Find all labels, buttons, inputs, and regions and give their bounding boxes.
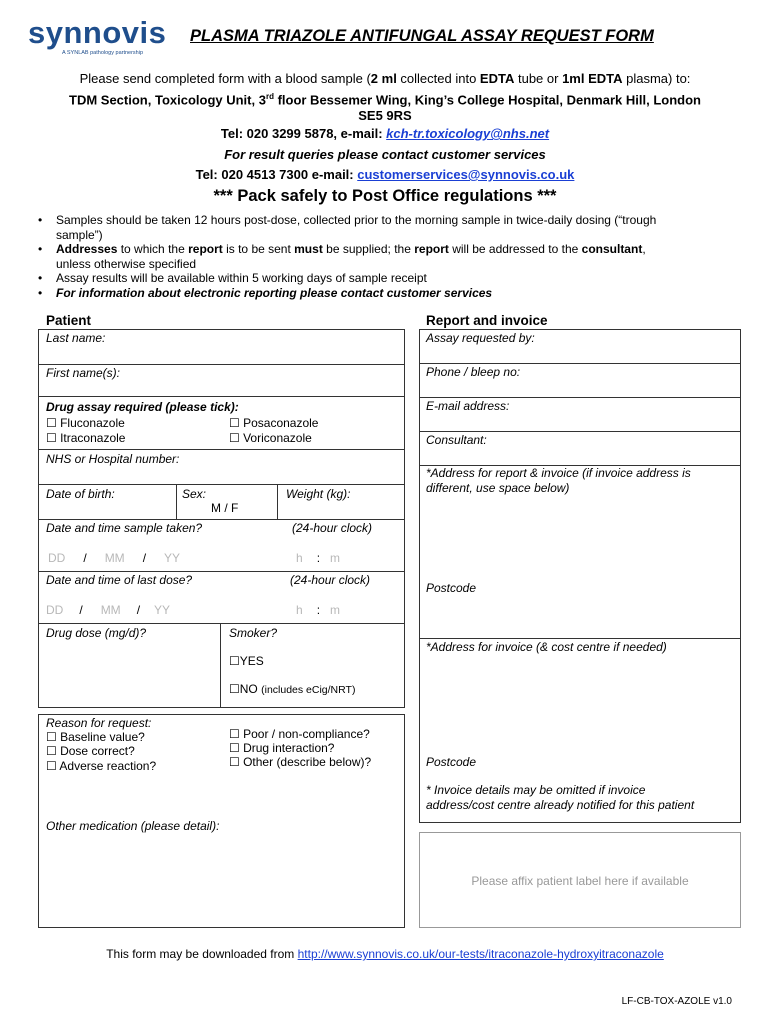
assay-requested-by-field[interactable]: Assay requested by: xyxy=(426,331,535,345)
customer-services-contact: Tel: 020 4513 7300 e-mail: customerservices@synnovis.co.uk xyxy=(195,167,575,182)
consultant-field[interactable]: Consultant: xyxy=(426,433,487,447)
patient-label-text: Please affix patient label here if available xyxy=(471,874,689,888)
dob-field[interactable]: Date of birth: xyxy=(46,487,115,501)
sex-label: Sex: xyxy=(182,487,207,501)
sample-time-label: Date and time sample taken? xyxy=(46,521,203,535)
lab-email-link[interactable]: kch-tr.toxicology@nhs.net xyxy=(386,126,550,141)
sample-clock-note: (24-hour clock) xyxy=(292,521,373,535)
report-invoice-heading: Report and invoice xyxy=(426,313,548,328)
bullet-electronic-reporting: • For information about electronic reporting please contact customer services xyxy=(38,285,493,300)
invoice-note: * Invoice details may be omitted if invoice address/cost centre already notified for this patient xyxy=(426,783,695,812)
lab-postcode: SE5 9RS xyxy=(358,108,412,123)
reason-adverse-checkbox[interactable]: ☐ Adverse reaction? xyxy=(46,759,157,773)
download-link[interactable]: http://www.synnovis.co.uk/our-tests/itraconazole-hydroxyitraconazole xyxy=(297,947,664,961)
packing-notice: *** Pack safely to Post Office regulations *** xyxy=(213,187,557,205)
last-dose-label: Date and time of last dose? xyxy=(46,573,193,587)
logo-wordmark: synnovis xyxy=(28,15,167,50)
invoice-address-field[interactable]: *Address for invoice (& cost centre if needed) xyxy=(426,640,667,654)
reason-other-checkbox[interactable]: ☐ Other (describe below)? xyxy=(229,755,372,769)
report-address-field[interactable]: *Address for report & invoice (if invoice address is different, use space below) xyxy=(426,466,691,495)
last-dose-date-input[interactable]: DD / MM / YY xyxy=(46,603,171,617)
phone-bleep-field[interactable]: Phone / bleep no: xyxy=(426,365,521,379)
reason-poor-compliance-checkbox[interactable]: ☐ Poor / non-compliance? xyxy=(229,727,370,741)
drug-fluconazole-checkbox[interactable]: ☐ Fluconazole xyxy=(46,416,125,430)
logo-tagline: A SYNLAB pathology partnership xyxy=(62,50,144,56)
last-dose-time-input[interactable]: h : m xyxy=(296,603,341,617)
first-names-field[interactable]: First name(s): xyxy=(46,366,121,380)
send-instructions: Please send completed form with a blood sample (2 ml collected into EDTA tube or 1ml EDTA plasma) to: xyxy=(79,71,691,86)
lab-address: TDM Section, Toxicology Unit, 3rd floor Bessemer Wing, King’s College Hospital, Denmark Hill, London xyxy=(69,92,701,108)
result-queries-note: For result queries please contact customer services xyxy=(224,147,546,162)
patient-heading: Patient xyxy=(46,313,92,328)
sample-date-input[interactable]: DD / MM / YY xyxy=(48,551,181,565)
drug-assay-label: Drug assay required (please tick): xyxy=(46,400,239,414)
smoker-no-checkbox[interactable]: ☐NO (includes eCig/NRT) xyxy=(229,682,356,696)
drug-itraconazole-checkbox[interactable]: ☐ Itraconazole xyxy=(46,431,126,445)
reason-baseline-checkbox[interactable]: ☐ Baseline value? xyxy=(46,730,145,744)
lab-contact: Tel: 020 3299 5878, e-mail: kch-tr.toxicology@nhs.net xyxy=(220,126,550,141)
report-postcode-field[interactable]: Postcode xyxy=(426,581,477,595)
form-title: PLASMA TRIAZOLE ANTIFUNGAL ASSAY REQUEST FORM xyxy=(190,27,654,45)
drug-posaconazole-checkbox[interactable]: ☐ Posaconazole xyxy=(229,416,319,430)
nhs-number-field[interactable]: NHS or Hospital number: xyxy=(46,452,180,466)
reason-heading: Reason for request: xyxy=(46,716,152,730)
bullet-timing: • Samples should be taken 12 hours post-dose, collected prior to the morning sample in twice-daily dosing (“trough sample”) xyxy=(38,213,657,242)
reason-dose-correct-checkbox[interactable]: ☐ Dose correct? xyxy=(46,744,135,758)
last-name-field[interactable]: Last name: xyxy=(46,331,106,345)
form-code: LF-CB-TOX-AZOLE v1.0 xyxy=(621,996,732,1007)
bullet-addresses: • Addresses to which the report is to be sent must be supplied; the report will be addressed to the consultant, unless otherwise specified xyxy=(38,242,646,271)
last-dose-clock-note: (24-hour clock) xyxy=(290,573,371,587)
smoker-yes-checkbox[interactable]: ☐YES xyxy=(229,654,264,668)
email-address-field[interactable]: E-mail address: xyxy=(426,399,510,413)
sample-time-input[interactable]: h : m xyxy=(296,551,341,565)
bullet-turnaround: • Assay results will be available within 5 working days of sample receipt xyxy=(38,271,427,285)
drug-voriconazole-checkbox[interactable]: ☐ Voriconazole xyxy=(229,431,312,445)
invoice-postcode-field[interactable]: Postcode xyxy=(426,755,477,769)
smoker-label: Smoker? xyxy=(229,626,278,640)
sex-options[interactable]: M / F xyxy=(211,501,239,515)
customer-services-email-link[interactable]: customerservices@synnovis.co.uk xyxy=(357,167,575,182)
download-note: This form may be downloaded from http://www.synnovis.co.uk/our-tests/itraconazole-hydroxyitraconazole xyxy=(106,947,664,961)
reason-interaction-checkbox[interactable]: ☐ Drug interaction? xyxy=(229,741,335,755)
drug-dose-field[interactable]: Drug dose (mg/d)? xyxy=(46,626,147,640)
instruction-bullets xyxy=(38,213,738,300)
weight-field[interactable]: Weight (kg): xyxy=(286,487,351,501)
other-medication-field[interactable]: Other medication (please detail): xyxy=(46,819,220,833)
